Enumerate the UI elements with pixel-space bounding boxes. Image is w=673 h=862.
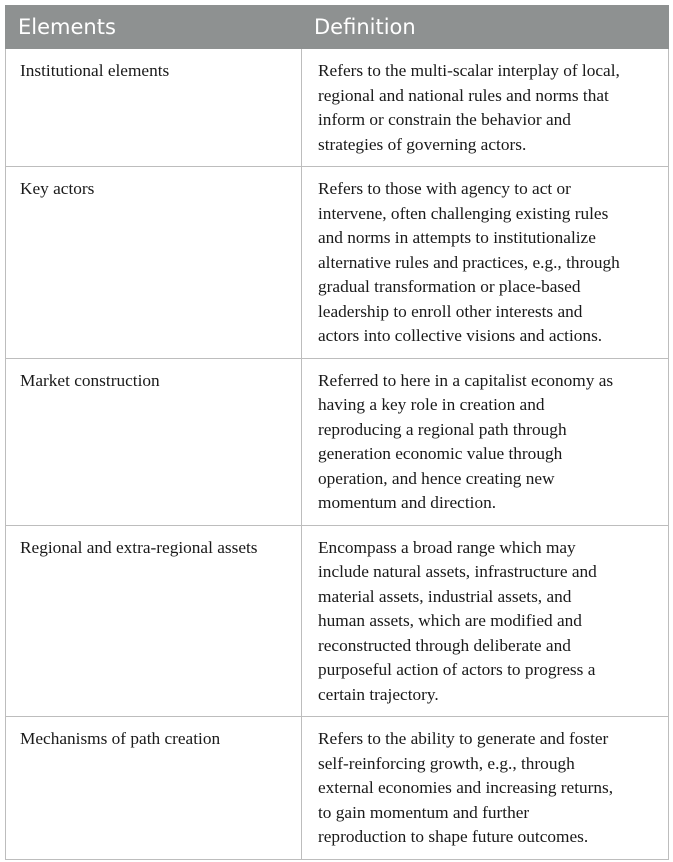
table-header-row	[6, 6, 669, 49]
definition-cell	[302, 49, 669, 167]
element-cell: Institutional elements	[6, 49, 302, 167]
definition-line: Refers to those with agency to act or	[318, 179, 571, 198]
definition-line: reproducing a regional path through	[318, 419, 567, 439]
definition-line: material assets, industrial assets, and	[318, 586, 572, 606]
definition-line: inform or constrain the behavior and	[318, 110, 571, 129]
definition-line: and norms in attempts to institutionalize	[318, 228, 596, 247]
definition-cell	[302, 167, 669, 359]
element-cell: Key actors	[6, 167, 302, 359]
element-cell: Mechanisms of path creation	[6, 717, 302, 860]
element-cell: Regional and extra-regional assets	[6, 525, 302, 717]
table-row	[6, 525, 669, 717]
definition-line: intervene, often challenging existing rules	[318, 203, 609, 223]
definitions-table	[5, 5, 669, 860]
table-row	[6, 717, 669, 860]
table-row	[6, 49, 669, 167]
definition-line: reproduction to shape future outcomes.	[318, 827, 589, 846]
definition-line: having a key role in creation and	[318, 395, 545, 414]
element-cell: Market construction	[6, 358, 302, 525]
definition-line: to gain momentum and further	[318, 802, 530, 822]
definition-line: reconstructed through deliberate and	[318, 635, 571, 655]
definition-line: operation, and hence creating new	[318, 468, 555, 488]
definition-line: Refers to the ability to generate and foster	[318, 729, 609, 748]
definition-line: Encompass a broad range which may	[318, 537, 576, 557]
definition-line: alternative rules and practices, e.g., through	[318, 252, 620, 272]
definition-line: Refers to the multi-scalar interplay of local,	[318, 61, 620, 80]
table-row	[6, 358, 669, 525]
definition-line: human assets, which are modified and	[318, 611, 582, 630]
definition-line: purposeful action of actors to progress a	[318, 660, 596, 679]
definition-line: strategies of governing actors.	[318, 134, 527, 154]
header-elements: Elements	[6, 6, 302, 49]
definition-line: leadership to enroll other interests and	[318, 301, 583, 321]
definition-line: gradual transformation or place-based	[318, 277, 581, 296]
definition-line: self-reinforcing growth, e.g., through	[318, 753, 575, 773]
header-definition: Definition	[302, 6, 669, 49]
definition-cell	[302, 358, 669, 525]
definition-line: external economies and increasing returns,	[318, 778, 614, 797]
definition-cell	[302, 525, 669, 717]
definition-line: generation economic value through	[318, 444, 563, 463]
definition-cell	[302, 717, 669, 860]
definition-line: Referred to here in a capitalist economy as	[318, 370, 614, 390]
definition-line: include natural assets, infrastructure and	[318, 562, 597, 581]
definition-line: momentum and direction.	[318, 493, 497, 512]
definition-line: certain trajectory.	[318, 684, 439, 704]
table-row	[6, 167, 669, 359]
definition-line: actors into collective visions and actions.	[318, 326, 603, 345]
definition-line: regional and national rules and norms that	[318, 85, 609, 105]
